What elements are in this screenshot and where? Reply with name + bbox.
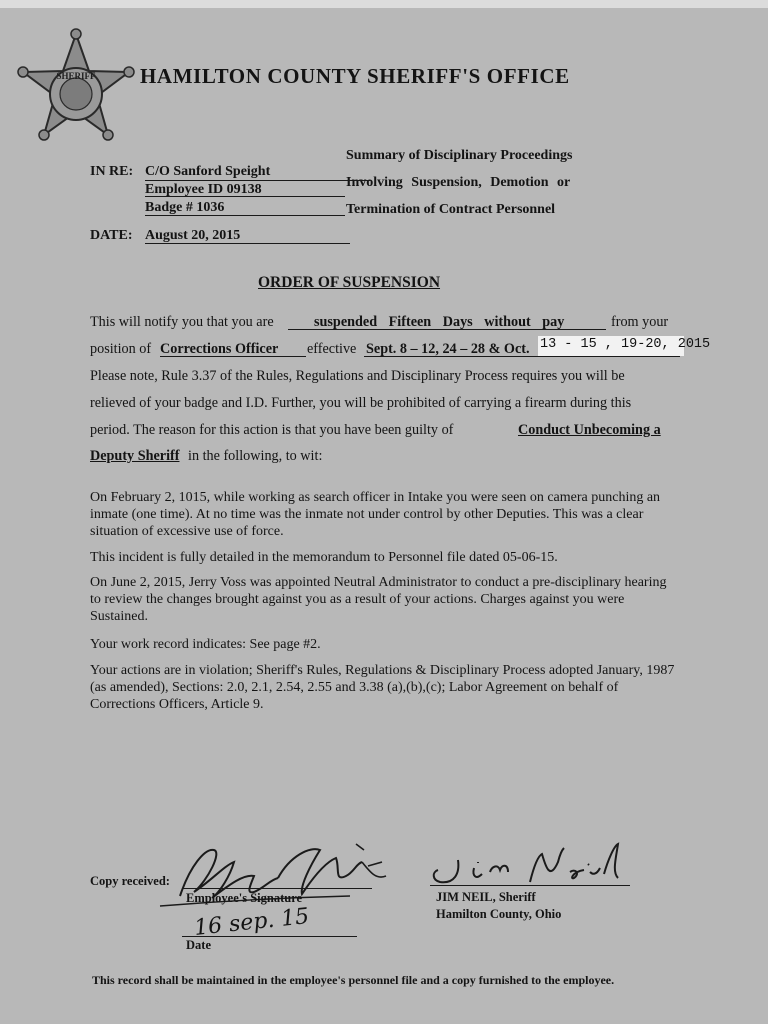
date-value: August 20, 2015 [145, 228, 241, 243]
employee-id-underline [145, 196, 345, 197]
notice-line-3: Please note, Rule 3.37 of the Rules, Regulations and Disciplinary Process requires you will be [90, 368, 625, 384]
in-re-label: IN RE: [90, 164, 134, 179]
notice-line-2-mid: effective [307, 341, 357, 357]
employee-signature-line [182, 888, 372, 889]
hearing-paragraph: On June 2, 2015, Jerry Voss was appointed Neutral Administrator to conduct a pre-disciplinary hearing to review the changes brought against you as a result of your actions. Charges against you were Sustained. [90, 575, 667, 624]
sheriff-signature [420, 838, 630, 890]
badge-number: Badge # 1036 [145, 200, 225, 215]
summary-line-3: Termination of Contract Personnel [346, 202, 556, 217]
charge-bold-2: Deputy Sheriff [90, 448, 180, 464]
footer-note: This record shall be maintained in the employee's personnel file and a copy furnished to the employee. [92, 973, 615, 987]
effective-dates: Sept. 8 – 12, 24 – 28 & Oct. [366, 341, 530, 357]
sheriff-star-logo [12, 28, 140, 156]
employee-id: Employee ID 09138 [145, 182, 262, 197]
date-underline [145, 243, 350, 244]
notice-line-1-post: from your [611, 314, 669, 330]
notice-line-1-pre: This will notify you that you are [90, 314, 274, 330]
office-title: HAMILTON COUNTY SHERIFF'S OFFICE [140, 64, 570, 88]
charge-bold-1: Conduct Unbecoming a [518, 422, 661, 438]
position-title: Corrections Officer [160, 341, 279, 357]
date-signature-label: Date [186, 938, 211, 952]
date-label: DATE: [90, 228, 133, 243]
suspension-term-underline [288, 329, 606, 330]
order-title: ORDER OF SUSPENSION [258, 274, 441, 291]
suspension-term: suspended Fifteen Days without pay [314, 314, 565, 330]
summary-line-1: Summary of Disciplinary Proceedings [346, 148, 573, 163]
violation-paragraph: Your actions are in violation; Sheriff's Rules, Regulations & Disciplinary Process adopted January, 1987 (as amended), Sections: 2.0, 2.1, 2.54, 2.55 and 3.38 (a),(b),(c); Labor Agreement on behalf of Corrections Officers, Article 9. [90, 663, 675, 712]
effective-dates-underline [364, 356, 680, 357]
sheriff-name: JIM NEIL, Sheriff [436, 890, 536, 904]
memo-paragraph: This incident is fully detailed in the memorandum to Personnel file dated 05-06-15. [90, 550, 558, 565]
employee-signature-label: Employee's Signature [186, 891, 303, 905]
handwritten-date: 16 sep. 15 [193, 904, 311, 941]
summary-line-2: Involving Suspension, Demotion or [346, 175, 571, 190]
position-underline [160, 356, 306, 357]
incident-paragraph: On February 2, 1015, while working as search officer in Intake you were seen on camera punching an inmate (one time). At no time was the inmate not under control by other Deputies. This was a clear situation of excessive use of force. [90, 490, 661, 539]
employee-name: C/O Sanford Speight [145, 164, 271, 179]
scan-top-edge [0, 0, 768, 8]
sheriff-signature-line [430, 885, 630, 886]
notice-line-2-pre: position of [90, 341, 152, 357]
badge-number-underline [145, 215, 345, 216]
employee-name-underline [145, 180, 371, 181]
date-signature-line [182, 936, 357, 937]
badge-text: SHERIFF [56, 71, 96, 81]
copy-received-label: Copy received: [90, 874, 170, 888]
work-record-paragraph: Your work record indicates: See page #2. [90, 637, 321, 652]
notice-line-6-post: in the following, to wit: [188, 448, 323, 464]
notice-line-4: relieved of your badge and I.D. Further, you will be prohibited of carrying a firearm during this [90, 395, 632, 411]
notice-line-5-pre: period. The reason for this action is that you have been guilty of [90, 422, 454, 438]
typed-dates: 13 - 15 , 19-20, 2015 [540, 337, 711, 352]
sheriff-location: Hamilton County, Ohio [436, 907, 562, 921]
